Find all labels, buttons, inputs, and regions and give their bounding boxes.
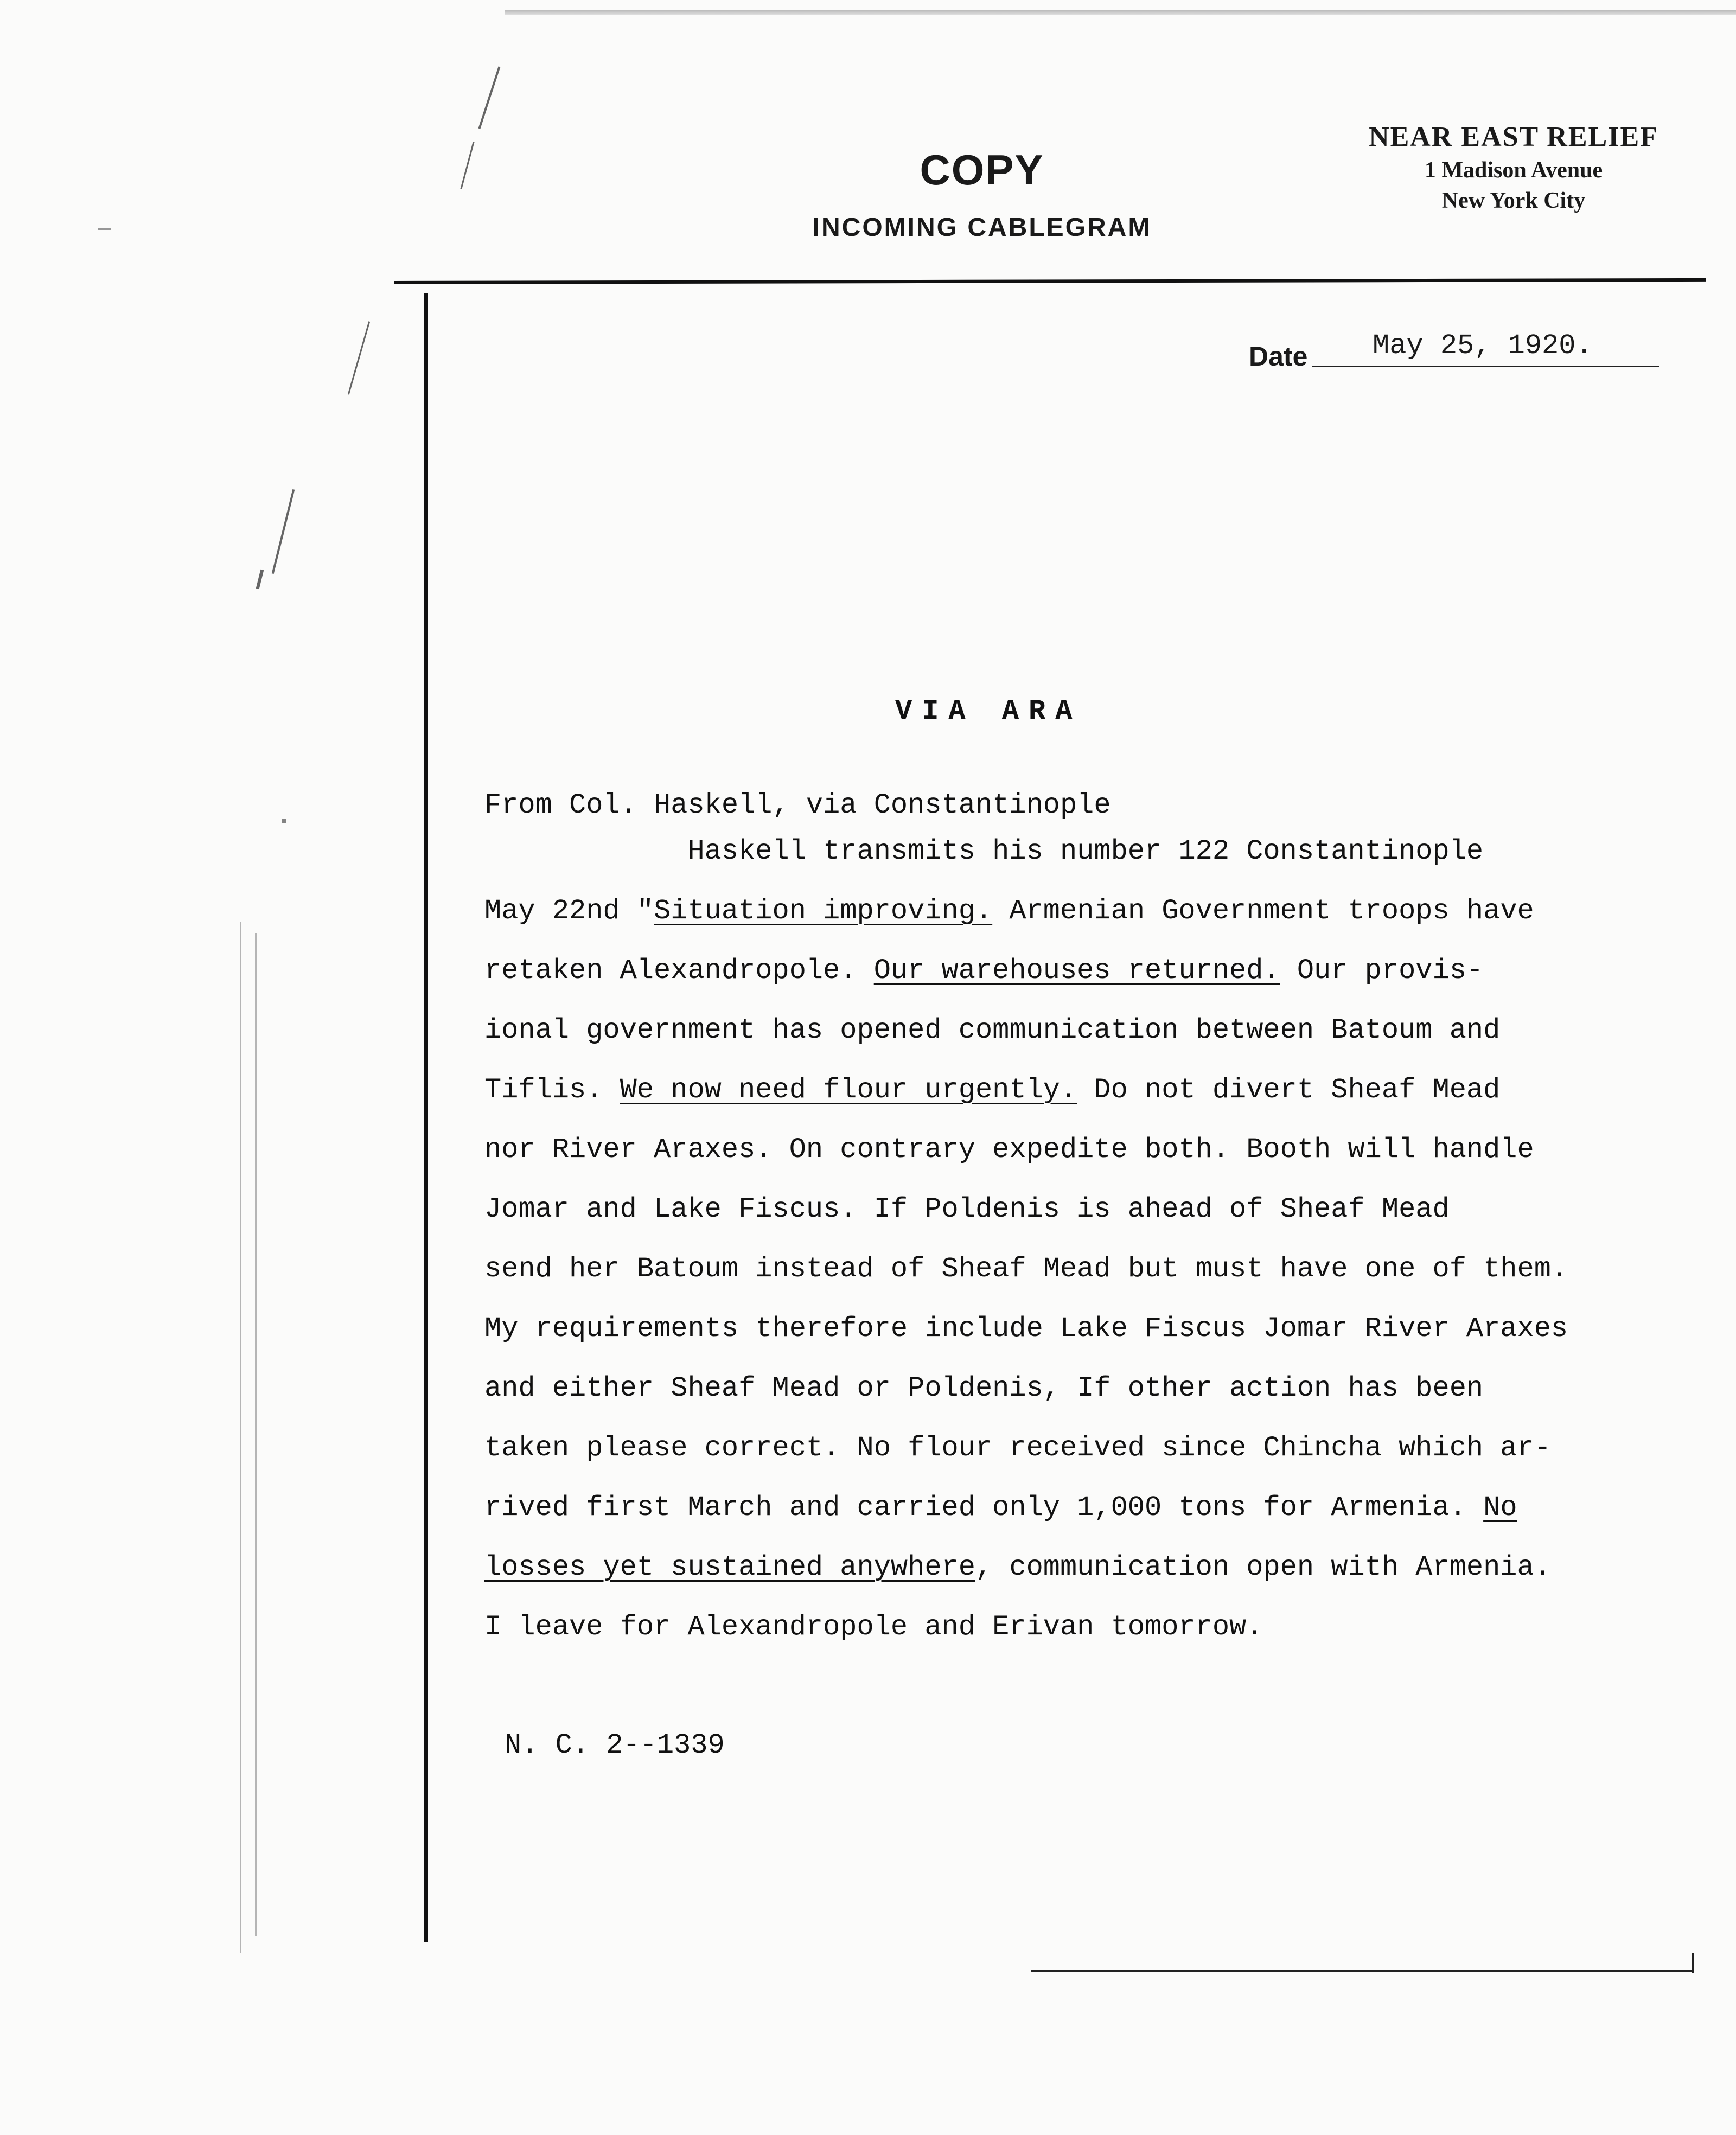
message-text: taken please correct. No flour received since Chincha which ar- — [484, 1432, 1551, 1464]
message-line — [484, 1134, 1534, 1166]
message-line — [484, 1253, 1568, 1285]
scan-mark — [256, 570, 264, 589]
frame-left-rule — [424, 293, 428, 1942]
frame-bottom-rule — [1031, 1970, 1693, 1972]
message-text: Haskell transmits his number 122 Constantinople — [484, 835, 1484, 867]
scan-mark — [272, 489, 295, 574]
scan-edge — [505, 10, 1736, 15]
from-line: From Col. Haskell, via Constantinople — [484, 789, 1111, 821]
underlined-phrase: losses yet sustained anywhere — [484, 1551, 975, 1583]
message-text: Do not divert Sheaf Mead — [1077, 1074, 1501, 1106]
message-line — [484, 1074, 1500, 1106]
message-text: nor River Araxes. On contrary expedite both. Booth will handle — [484, 1134, 1534, 1166]
frame-corner-mark — [1692, 1953, 1694, 1973]
scan-mark — [460, 142, 474, 189]
document-title: COPY — [920, 146, 1044, 194]
scan-mark — [98, 228, 111, 230]
message-text: Armenian Government troops have — [992, 895, 1534, 927]
scan-mark — [478, 66, 501, 129]
document-subtitle: INCOMING CABLEGRAM — [812, 213, 1152, 242]
message-text: May 22nd " — [484, 895, 654, 927]
scan-mark — [255, 933, 257, 1936]
message-line — [484, 1551, 1551, 1583]
message-line — [484, 955, 1483, 987]
message-line — [484, 895, 1534, 927]
message-text: Jomar and Lake Fiscus. If Poldenis is ahead of Sheaf Mead — [484, 1193, 1450, 1225]
message-line — [484, 1611, 1263, 1643]
message-text: Our provis- — [1280, 955, 1484, 987]
letterhead — [1291, 119, 1736, 216]
organization-address-line1: 1 Madison Avenue — [1424, 158, 1603, 183]
message-line — [484, 835, 1483, 867]
message-text: Tiflis. — [484, 1074, 620, 1106]
date-value: May 25, 1920. — [1373, 330, 1593, 362]
underlined-phrase: No — [1483, 1492, 1517, 1524]
message-line — [484, 1014, 1500, 1046]
message-text: retaken Alexandropole. — [484, 955, 874, 987]
date-label: Date — [1249, 341, 1308, 372]
message-text: ional government has opened communication between Batoum and — [484, 1014, 1501, 1046]
frame-top-rule — [394, 278, 1706, 284]
message-line — [484, 1372, 1483, 1404]
scan-mark — [282, 819, 286, 823]
organization-address-line2: New York City — [1441, 188, 1586, 213]
underlined-phrase: We now need flour urgently. — [620, 1074, 1077, 1106]
message-text: , communication open with Armenia. — [975, 1551, 1551, 1583]
message-line — [484, 1313, 1568, 1345]
message-text: rived first March and carried only 1,000 tons for Armenia. — [484, 1492, 1484, 1524]
scan-mark — [348, 321, 370, 394]
organization-name: NEAR EAST RELIEF — [1369, 122, 1658, 152]
message-line — [484, 1432, 1551, 1464]
reference-number: N. C. 2--1339 — [505, 1729, 725, 1761]
underlined-phrase: Situation improving. — [654, 895, 993, 927]
message-text: I leave for Alexandropole and Erivan tomorrow. — [484, 1611, 1263, 1643]
date-underline — [1312, 366, 1659, 367]
message-text: My requirements therefore include Lake Fiscus Jomar River Araxes — [484, 1313, 1568, 1345]
message-text: send her Batoum instead of Sheaf Mead but must have one of them. — [484, 1253, 1568, 1285]
message-line — [484, 1193, 1450, 1225]
scan-mark — [240, 922, 241, 1953]
message-text: and either Sheaf Mead or Poldenis, If other action has been — [484, 1372, 1484, 1404]
message-line — [484, 1492, 1517, 1524]
underlined-phrase: Our warehouses returned. — [873, 955, 1280, 987]
routing-line: VIA ARA — [895, 695, 1082, 727]
